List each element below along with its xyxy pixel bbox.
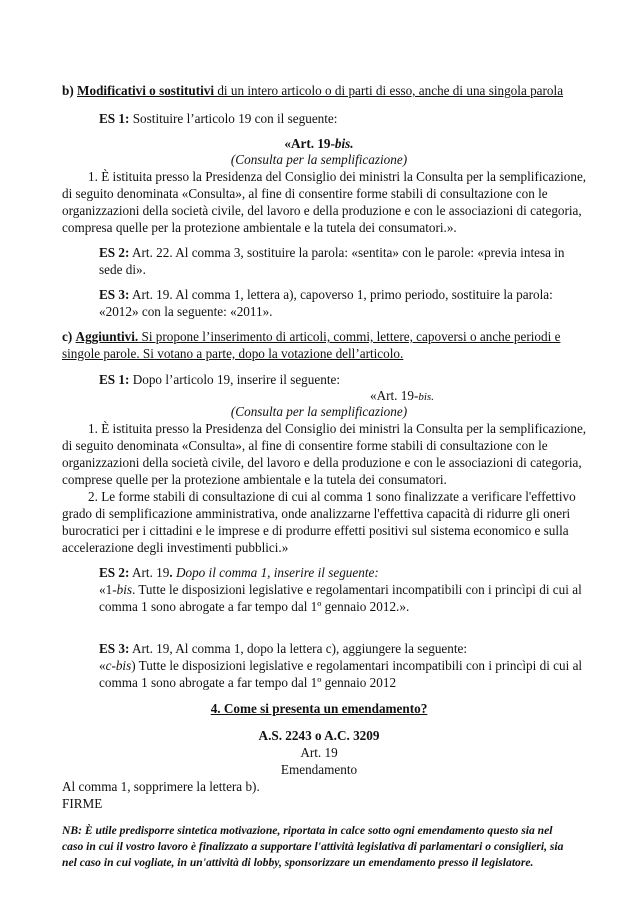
c-es3-open: « xyxy=(99,658,106,673)
b-es1-body-line: 1. È istituita presso la Presidenza del Consiglio dei ministri la Consulta per la semplificazione, xyxy=(88,169,587,184)
b-es2-line xyxy=(99,244,565,261)
c-es3-line3: comma 1 sono abrogate a far tempo dal 1º gennaio 2012 xyxy=(99,675,397,690)
b-es2-text: Art. 22. Al comma 3, sostituire la parola: «sentita» con le parole: «previa intesa in xyxy=(129,245,565,260)
section-c-label: c) xyxy=(62,329,73,344)
section-c-title-rest: Si propone l’inserimento di articoli, commi, lettere, capoversi o anche periodi e xyxy=(138,329,561,344)
c-es2-line xyxy=(99,564,379,581)
c-es2-italic: Dopo il comma 1, inserire il seguente: xyxy=(172,565,379,580)
section-c-title: Aggiuntivi. xyxy=(75,329,139,344)
nb-line: nel caso in cui vogliate, in un'attività di lobby, sponsorizzare un emendamento presso il legislatore. xyxy=(62,856,534,869)
section-4-ref: A.S. 2243 o A.C. 3209 xyxy=(258,728,380,743)
section-b-title: Modificativi o sostitutivi xyxy=(77,83,215,98)
c-es1-body-line: 1. È istituita presso la Presidenza del Consiglio dei ministri la Consulta per la semplificazione, xyxy=(88,421,587,436)
c-es3-text: Art. 19, Al comma 1, dopo la lettera c), aggiungere la seguente: xyxy=(129,641,468,656)
b-es1-subtitle: (Consulta per la semplificazione) xyxy=(230,152,408,167)
c-es1-body-line: 2. Le forme stabili di consultazione di cui al comma 1 sono finalizzate a verificare l'effettivo xyxy=(88,489,576,504)
section-4-art: Art. 19 xyxy=(300,745,338,760)
section-c-line2: singole parole. Si votano a parte, dopo la votazione dell’articolo. xyxy=(62,346,404,361)
c-es1-line xyxy=(99,371,340,388)
b-es3-tag: ES 3: xyxy=(99,287,130,302)
section-c-heading xyxy=(62,328,560,345)
c-es1-art-suffix: bis. xyxy=(418,391,434,403)
c-es1-text: Dopo l’articolo 19, inserire il seguente: xyxy=(129,372,340,387)
b-es3-line2: «2012» con la seguente: «2011». xyxy=(99,304,273,319)
section-4-kind: Emendamento xyxy=(280,762,358,777)
nb-line: NB: È utile predisporre sintetica motivazione, riportata in calce sotto ogni emendamento questo sia nel xyxy=(62,824,553,837)
c-es1-body-line: accelerazione degli investimenti pubblici.» xyxy=(62,540,289,555)
c-es1-art-prefix: «Art. 19- xyxy=(370,388,419,403)
b-es1-body-line: organizzazioni della società civile, del lavoro e della produzione e con le associazioni di categoria, xyxy=(62,203,582,218)
c-es3-line xyxy=(99,640,467,657)
section-b-label: b) xyxy=(62,83,74,98)
b-es1-art-suffix: bis. xyxy=(334,136,354,151)
c-es1-body-line: comprese quelle per la protezione ambientale e la tutela dei consumatori. xyxy=(62,472,447,487)
c-es3-rest: ) Tutte le disposizioni legislative e regolamentari incompatibili con i princìpi di cui al xyxy=(131,658,583,673)
c-es1-tag: ES 1: xyxy=(99,372,130,387)
b-es1-tag: ES 1: xyxy=(99,111,130,126)
b-es3-text: Art. 19. Al comma 1, lettera a), capoverso 1, primo periodo, sostituire la parola: xyxy=(129,287,553,302)
c-es2-tag: ES 2: xyxy=(99,565,130,580)
c-es2-line2 xyxy=(99,581,582,598)
section-4-title: 4. Come si presenta un emendamento? xyxy=(210,701,428,716)
section-4-text: Al comma 1, sopprimere la lettera b). xyxy=(62,779,260,794)
section-b-heading xyxy=(62,82,563,99)
c-es2-bis: bis xyxy=(116,582,132,597)
c-es2-rest: . Tutte le disposizioni legislative e regolamentari incompatibili con i princìpi di cui al xyxy=(131,582,582,597)
nb-line: caso in cui il vostro lavoro è finalizzato a supportare l'attività legislativa di parlamentari o consiglieri, sia xyxy=(62,840,564,853)
b-es1-body-line: di seguito denominata «Consulta», al fine di consentire forme stabili di consultazione con le xyxy=(62,186,548,201)
c-es1-body-line: burocratici per i cittadini e le imprese e di produrre effetti positivi sul sistema economico e sulla xyxy=(62,523,569,538)
c-es1-body-line: grado di semplificazione amministrativa, onde analizzarne l'effettiva capacità di ridurre gli oneri xyxy=(62,506,571,521)
b-es1-article-title xyxy=(0,135,638,152)
b-es1-art-prefix: «Art. 19- xyxy=(284,136,335,151)
b-es1-body-line: compresa quelle per la protezione ambientale e la tutela dei consumatori.». xyxy=(62,220,457,235)
c-es3-line2 xyxy=(99,657,582,674)
c-es2-open: «1- xyxy=(99,582,117,597)
c-es2-line3: comma 1 sono abrogate a far tempo dal 1º gennaio 2012.». xyxy=(99,599,410,614)
b-es3-line xyxy=(99,286,553,303)
section-4-sign: FIRME xyxy=(62,796,103,811)
c-es2-dot: . xyxy=(169,565,173,580)
c-es2-art: Art. 19 xyxy=(129,565,170,580)
section-b-title-rest: di un intero articolo o di parti di esso, anche di una singola parola xyxy=(214,83,564,98)
c-es3-bis: c-bis xyxy=(105,658,132,673)
c-es1-body-line: organizzazioni della società civile, del lavoro e della produzione e con le associazioni di categoria, xyxy=(62,455,582,470)
b-es2-tag: ES 2: xyxy=(99,245,130,260)
b-es2-line2: sede di». xyxy=(99,262,146,277)
c-es3-tag: ES 3: xyxy=(99,641,130,656)
c-es1-body-line: di seguito denominata «Consulta», al fine di consentire forme stabili di consultazione con le xyxy=(62,438,548,453)
b-es1-text: Sostituire l’articolo 19 con il seguente: xyxy=(129,111,338,126)
c-es1-subtitle: (Consulta per la semplificazione) xyxy=(230,404,408,419)
b-es1-line xyxy=(99,110,337,127)
